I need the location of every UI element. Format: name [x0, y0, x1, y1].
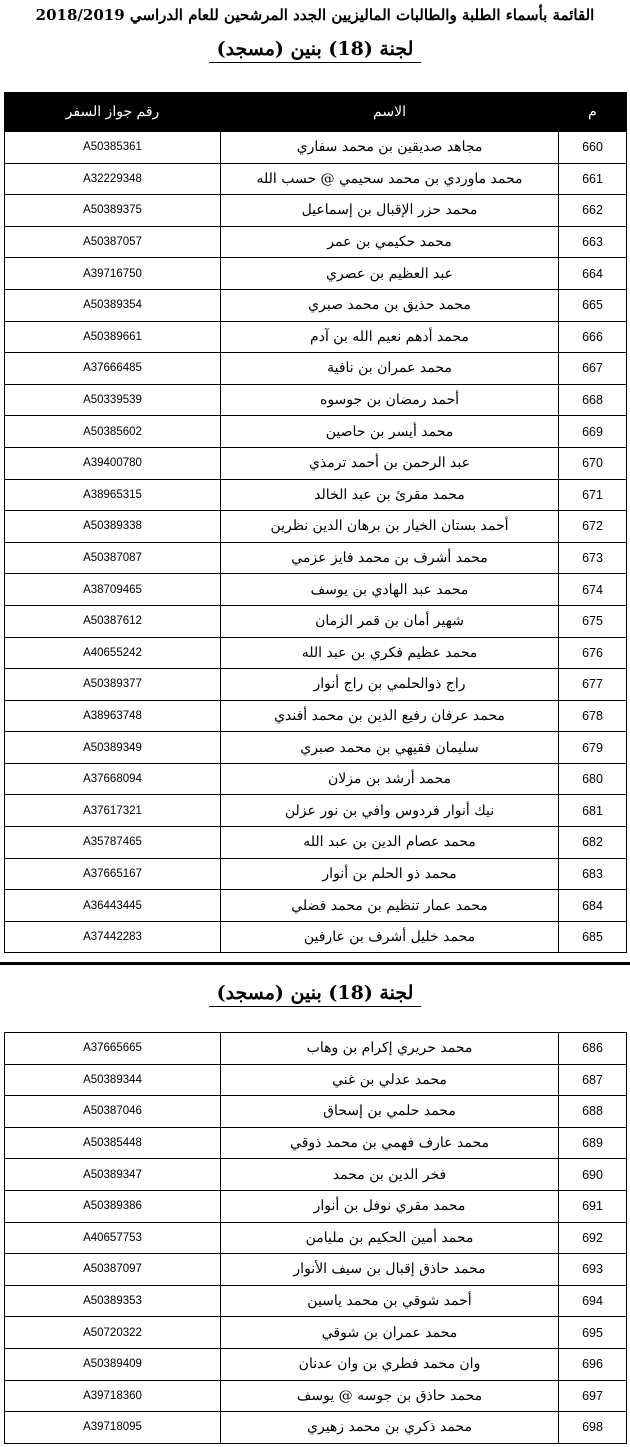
passport-cell: A50387087 [5, 542, 221, 574]
passport-cell: A35787465 [5, 827, 221, 859]
number-cell: 697 [559, 1380, 627, 1412]
name-cell: محمد ذكري بن محمد زهيري [221, 1412, 559, 1444]
passport-cell: A50389661 [5, 321, 221, 353]
table-header-row [5, 93, 627, 132]
table-row [5, 1412, 627, 1444]
header-passport: رقم جواز السفر [5, 93, 221, 132]
number-cell: 692 [559, 1222, 627, 1254]
passport-cell: A39718360 [5, 1380, 221, 1412]
name-cell: محمد عمران بن نافية [221, 353, 559, 385]
number-cell: 688 [559, 1096, 627, 1128]
number-cell: 695 [559, 1317, 627, 1349]
passport-cell: A50385361 [5, 132, 221, 164]
table-row [5, 163, 627, 195]
number-cell: 672 [559, 511, 627, 543]
table-row [5, 1127, 627, 1159]
table-row [5, 1190, 627, 1222]
passport-cell: A38709465 [5, 574, 221, 606]
table-row [5, 384, 627, 416]
passport-cell: A50387057 [5, 226, 221, 258]
table-row [5, 447, 627, 479]
number-cell: 660 [559, 132, 627, 164]
table-row [5, 132, 627, 164]
page-title: القائمة بأسماء الطلبة والطالبات الماليزيين الجدد المرشحين للعام الدراسي 2018/2019 [35, 6, 595, 24]
name-cell: راج ذوالحلمي بن راج أنوار [221, 669, 559, 701]
name-cell: شهير أمان بن قمر الزمان [221, 605, 559, 637]
table-row [5, 321, 627, 353]
name-cell: محمد أشرف بن محمد فايز عزمي [221, 542, 559, 574]
name-cell: محمد حاذق بن جوسه @ يوسف [221, 1380, 559, 1412]
name-cell: سليمان فقيهي بن محمد صبري [221, 732, 559, 764]
name-cell: محمد عصام الدين بن عبد الله [221, 827, 559, 859]
passport-cell: A50389344 [5, 1064, 221, 1096]
number-cell: 681 [559, 795, 627, 827]
table-row [5, 226, 627, 258]
table-row [5, 732, 627, 764]
table-row [5, 1033, 627, 1065]
table-row [5, 1380, 627, 1412]
passport-cell: A50389347 [5, 1159, 221, 1191]
number-cell: 696 [559, 1348, 627, 1380]
table-row [5, 605, 627, 637]
table-row [5, 669, 627, 701]
number-cell: 686 [559, 1033, 627, 1065]
table-row [5, 353, 627, 385]
passport-cell: A39718095 [5, 1412, 221, 1444]
name-cell: محمد حريري إكرام بن وهاب [221, 1033, 559, 1065]
passport-cell: A50389349 [5, 732, 221, 764]
name-cell: محمد حزر الإقبال بن إسماعيل [221, 195, 559, 227]
name-cell: محمد ذو الحلم بن أنوار [221, 858, 559, 890]
section-divider [0, 962, 630, 965]
number-cell: 665 [559, 289, 627, 321]
number-cell: 663 [559, 226, 627, 258]
passport-cell: A37665665 [5, 1033, 221, 1065]
number-cell: 694 [559, 1285, 627, 1317]
name-cell: محمد أدهم نعيم الله بن آدم [221, 321, 559, 353]
passport-cell: A50387612 [5, 605, 221, 637]
name-cell: محمد مقرئ بن عبد الخالد [221, 479, 559, 511]
name-cell: محمد حاذق إقبال بن سيف الأنوار [221, 1254, 559, 1286]
number-cell: 683 [559, 858, 627, 890]
roster-table-2 [4, 1032, 627, 1444]
number-cell: 669 [559, 416, 627, 448]
table-row [5, 1096, 627, 1128]
name-cell: فخر الدين بن محمد [221, 1159, 559, 1191]
table-row [5, 1285, 627, 1317]
number-cell: 661 [559, 163, 627, 195]
name-cell: محمد عبد الهادي بن يوسف [221, 574, 559, 606]
passport-cell: A50389409 [5, 1348, 221, 1380]
passport-cell: A50389386 [5, 1190, 221, 1222]
number-cell: 677 [559, 669, 627, 701]
name-cell: محمد أيسر بن حاصين [221, 416, 559, 448]
table-row [5, 511, 627, 543]
table-row [5, 1222, 627, 1254]
table-row [5, 574, 627, 606]
roster-table-1 [4, 92, 627, 953]
number-cell: 676 [559, 637, 627, 669]
number-cell: 671 [559, 479, 627, 511]
name-cell: نيك أنوار فردوس وافي بن نور عزلن [221, 795, 559, 827]
passport-cell: A50387046 [5, 1096, 221, 1128]
number-cell: 668 [559, 384, 627, 416]
table-row [5, 1064, 627, 1096]
header-number: م [559, 93, 627, 132]
name-cell: مجاهد صديقين بن محمد سفاري [221, 132, 559, 164]
name-cell: محمد ماوردي بن محمد سحيمي @ حسب الله [221, 163, 559, 195]
passport-cell: A50385602 [5, 416, 221, 448]
table-row [5, 637, 627, 669]
passport-cell: A37666485 [5, 353, 221, 385]
passport-cell: A37617321 [5, 795, 221, 827]
name-cell: أحمد بستان الخيار بن برهان الدين نظرين [221, 511, 559, 543]
passport-cell: A37665167 [5, 858, 221, 890]
number-cell: 675 [559, 605, 627, 637]
number-cell: 673 [559, 542, 627, 574]
number-cell: 689 [559, 1127, 627, 1159]
passport-cell: A39400780 [5, 447, 221, 479]
table-row [5, 1317, 627, 1349]
passport-cell: A37668094 [5, 763, 221, 795]
table-row [5, 195, 627, 227]
table-row [5, 1159, 627, 1191]
name-cell: محمد أمين الحكيم بن مليامن [221, 1222, 559, 1254]
name-cell: محمد عدلي بن غني [221, 1064, 559, 1096]
passport-cell: A50389375 [5, 195, 221, 227]
passport-cell: A50389338 [5, 511, 221, 543]
name-cell: أحمد شوقي بن محمد ياسين [221, 1285, 559, 1317]
table-row [5, 416, 627, 448]
passport-cell: A38963748 [5, 700, 221, 732]
name-cell: أحمد رمضان بن جوسوه [221, 384, 559, 416]
passport-cell: A37442283 [5, 921, 221, 953]
table-row [5, 827, 627, 859]
number-cell: 679 [559, 732, 627, 764]
name-cell: محمد عارف فهمي بن محمد ذوقي [221, 1127, 559, 1159]
name-cell: محمد عرفان رفيع الدين بن محمد أفندي [221, 700, 559, 732]
section-1-title: لجنة (18) بنين (مسجد) [0, 38, 630, 60]
table-row [5, 289, 627, 321]
passport-cell: A38965315 [5, 479, 221, 511]
number-cell: 690 [559, 1159, 627, 1191]
passport-cell: A39716750 [5, 258, 221, 290]
section-2-title: لجنة (18) بنين (مسجد) [0, 982, 630, 1004]
passport-cell: A50339539 [5, 384, 221, 416]
number-cell: 682 [559, 827, 627, 859]
table-row [5, 921, 627, 953]
name-cell: محمد أرشد بن مزلان [221, 763, 559, 795]
table-row [5, 700, 627, 732]
name-cell: عبد الرحمن بن أحمد ترمذي [221, 447, 559, 479]
table-row [5, 479, 627, 511]
name-cell: عبد العظيم بن عصري [221, 258, 559, 290]
table-row [5, 890, 627, 922]
passport-cell: A40655242 [5, 637, 221, 669]
name-cell: محمد عمار تنظيم بن محمد فضلي [221, 890, 559, 922]
number-cell: 684 [559, 890, 627, 922]
passport-cell: A50387097 [5, 1254, 221, 1286]
name-cell: محمد خليل أشرف بن عارفين [221, 921, 559, 953]
passport-cell: A50389353 [5, 1285, 221, 1317]
passport-cell: A50389354 [5, 289, 221, 321]
passport-cell: A36443445 [5, 890, 221, 922]
table-row [5, 1348, 627, 1380]
number-cell: 680 [559, 763, 627, 795]
number-cell: 664 [559, 258, 627, 290]
table-row [5, 1254, 627, 1286]
table-row [5, 795, 627, 827]
number-cell: 685 [559, 921, 627, 953]
name-cell: محمد حلمي بن إسحاق [221, 1096, 559, 1128]
name-cell: محمد حكيمي بن عمر [221, 226, 559, 258]
number-cell: 691 [559, 1190, 627, 1222]
number-cell: 693 [559, 1254, 627, 1286]
number-cell: 666 [559, 321, 627, 353]
name-cell: محمد حذيق بن محمد صبري [221, 289, 559, 321]
passport-cell: A50385448 [5, 1127, 221, 1159]
passport-cell: A50720322 [5, 1317, 221, 1349]
table-row [5, 258, 627, 290]
passport-cell: A40657753 [5, 1222, 221, 1254]
table-row [5, 763, 627, 795]
number-cell: 670 [559, 447, 627, 479]
name-cell: محمد عظيم فكري بن عبد الله [221, 637, 559, 669]
number-cell: 698 [559, 1412, 627, 1444]
name-cell: محمد مقري نوفل بن أنوار [221, 1190, 559, 1222]
number-cell: 674 [559, 574, 627, 606]
table-row [5, 542, 627, 574]
table-row [5, 858, 627, 890]
passport-cell: A32229348 [5, 163, 221, 195]
number-cell: 662 [559, 195, 627, 227]
number-cell: 678 [559, 700, 627, 732]
name-cell: وان محمد فطري بن وان عدنان [221, 1348, 559, 1380]
number-cell: 667 [559, 353, 627, 385]
header-name: الاسم [221, 93, 559, 132]
name-cell: محمد عمران بن شوقي [221, 1317, 559, 1349]
passport-cell: A50389377 [5, 669, 221, 701]
number-cell: 687 [559, 1064, 627, 1096]
